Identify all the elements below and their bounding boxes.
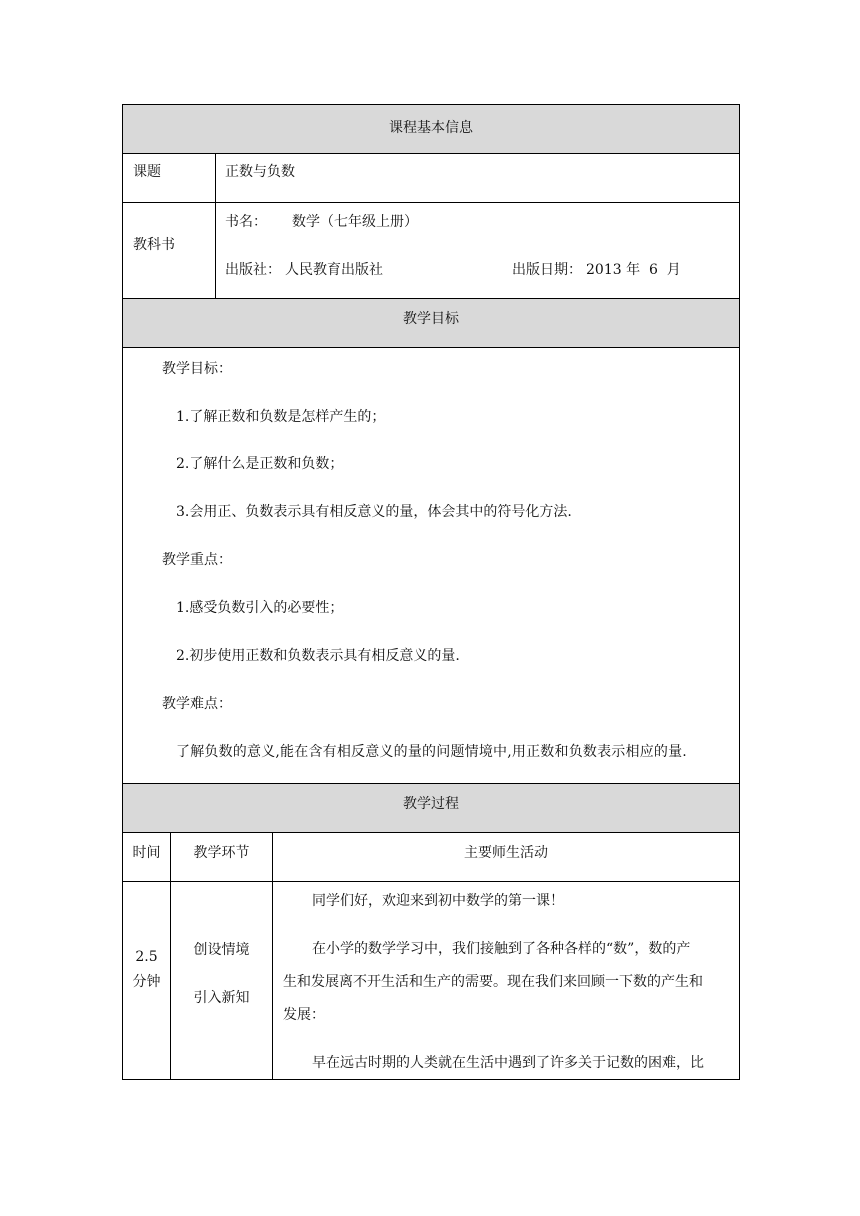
activity-line-1: 同学们好，欢迎来到初中数学的第一课！ — [312, 893, 564, 909]
goals-content-cell — [122, 347, 740, 784]
textbook-label: 教科书 — [133, 237, 175, 253]
col-header-stage: 教学环节 — [193, 845, 250, 861]
activity-line-3: 生和发展离不开生活和生产的需要。现在我们来回顾一下数的产生和 — [283, 974, 703, 990]
goals-header — [122, 298, 740, 348]
difficulty-text: 了解负数的意义,能在含有相反意义的量的问题情境中,用正数和负数表示相应的量. — [176, 744, 687, 760]
topic-label: 课题 — [133, 164, 161, 180]
col-header-time: 时间 — [132, 845, 161, 861]
row1-stage-cell — [170, 881, 273, 1080]
topic-label-cell — [122, 153, 216, 203]
row1-time-unit: 分钟 — [132, 974, 161, 990]
process-header-text: 教学过程 — [403, 796, 459, 812]
book-name-value: 数学（七年级上册） — [292, 214, 418, 230]
goals-header-text: 教学目标 — [403, 311, 459, 327]
course-info-header — [122, 104, 740, 154]
row1-time-number: 2.5 — [135, 949, 158, 965]
row1-time-cell — [122, 881, 171, 1080]
goals-title: 教学目标： — [162, 361, 232, 377]
key-point-1: 1.感受负数引入的必要性； — [176, 600, 344, 616]
key-point-2: 2.初步使用正数和负数表示具有相反意义的量. — [176, 648, 460, 664]
textbook-label-cell — [122, 202, 216, 299]
goal-item-1: 1.了解正数和负数是怎样产生的； — [176, 409, 386, 425]
goal-item-3: 3.会用正、负数表示具有相反意义的量，体会其中的符号化方法. — [176, 504, 572, 520]
activity-line-4: 发展： — [283, 1007, 325, 1023]
textbook-info-cell — [215, 202, 740, 299]
key-points-title: 教学重点： — [162, 552, 232, 568]
col-header-time-cell — [122, 832, 171, 882]
goal-item-2: 2.了解什么是正数和负数； — [176, 456, 344, 472]
topic-value: 正数与负数 — [225, 164, 295, 180]
row1-stage-line2: 引入新知 — [193, 990, 250, 1006]
col-header-stage-cell — [170, 832, 273, 882]
difficulty-title: 教学难点： — [162, 696, 232, 712]
col-header-activity-cell — [272, 832, 740, 882]
activity-line-2: 在小学的数学学习中，我们接触到了各种各样的“数”，数的产 — [312, 941, 691, 957]
pub-date-value: 2013 年 6 月 — [586, 262, 681, 278]
process-header — [122, 783, 740, 833]
activity-line-5: 早在远古时期的人类就在生活中遇到了许多关于记数的困难，比 — [312, 1055, 704, 1071]
row1-activity-cell — [272, 881, 740, 1080]
publisher-label: 出版社： — [225, 262, 281, 278]
book-name-label: 书名： — [225, 214, 267, 230]
pub-date-label: 出版日期： — [512, 262, 582, 278]
topic-value-cell — [215, 153, 740, 203]
course-info-header-text: 课程基本信息 — [389, 120, 473, 136]
publisher-value: 人民教育出版社 — [285, 262, 383, 278]
row1-stage-line1: 创设情境 — [193, 942, 250, 958]
col-header-activity: 主要师生活动 — [464, 845, 548, 861]
